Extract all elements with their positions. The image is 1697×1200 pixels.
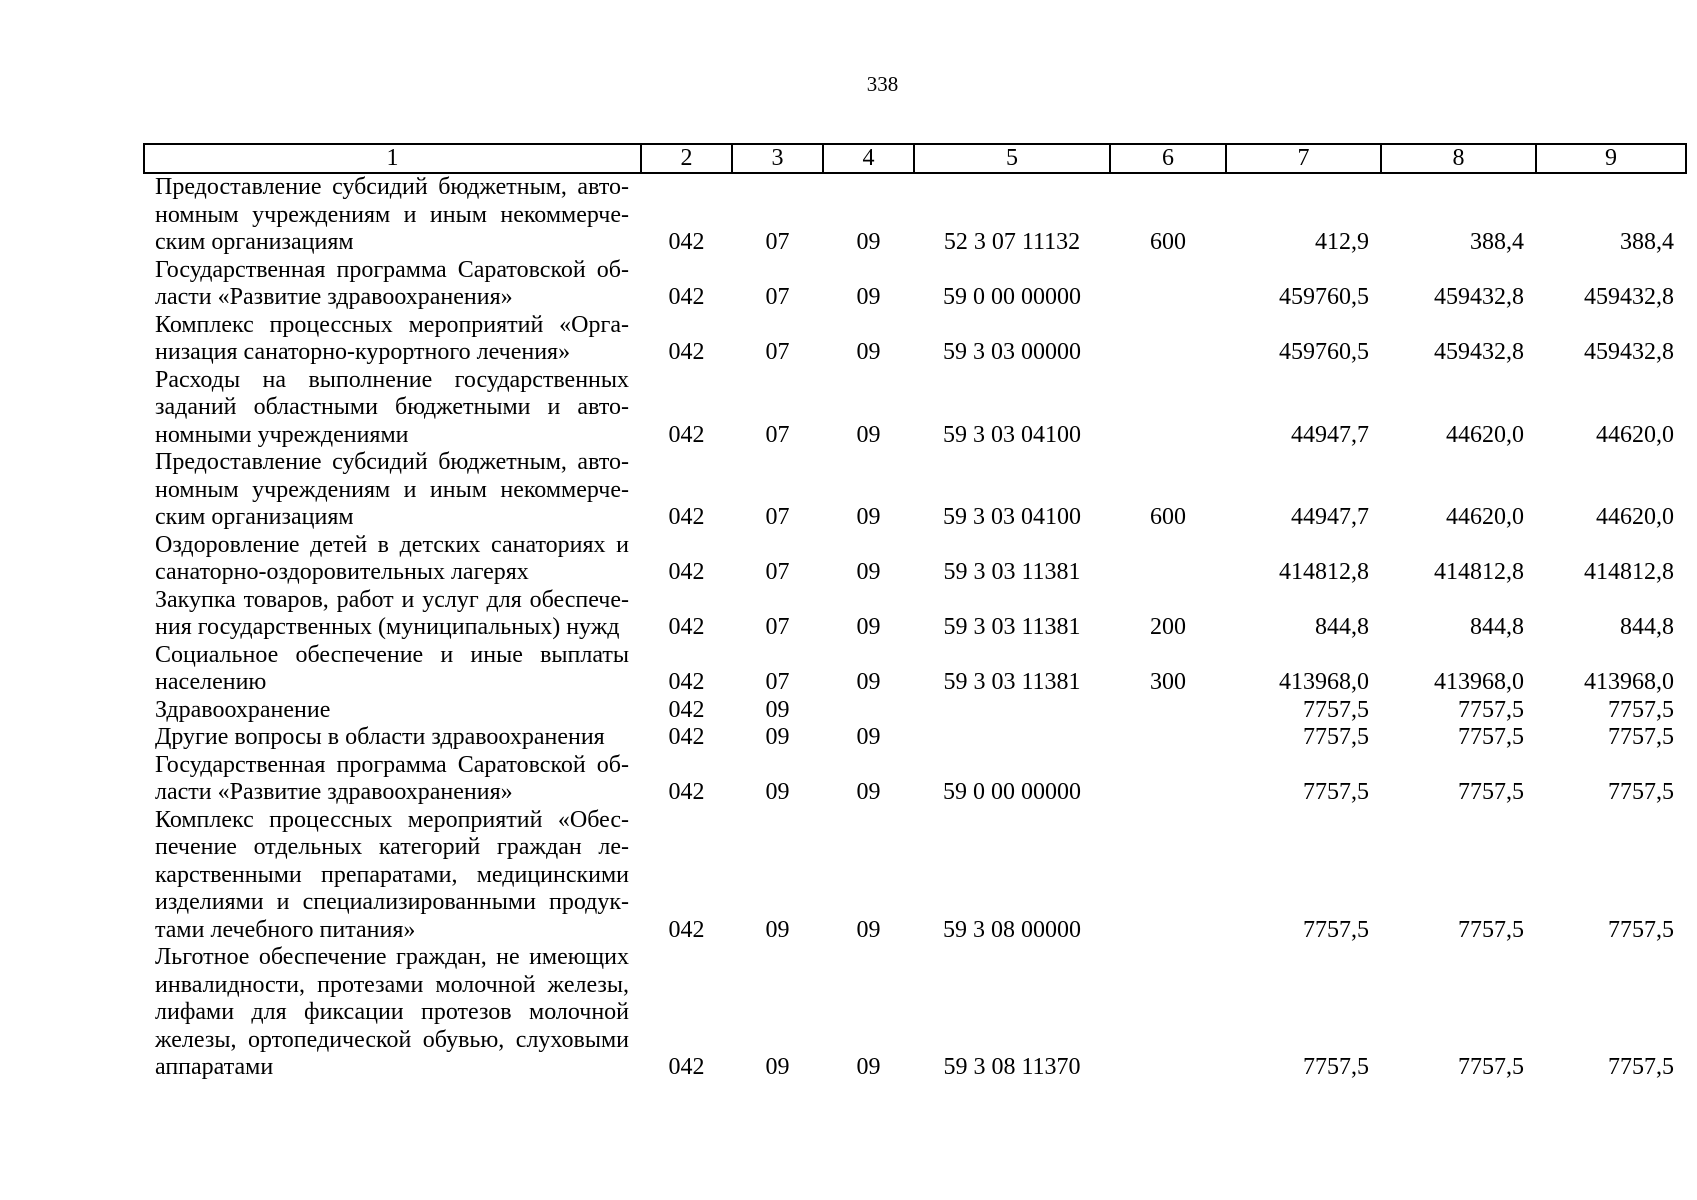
cell-amount-year2: 388,4 xyxy=(1470,229,1524,255)
cell-subsection-code: 09 xyxy=(856,229,881,255)
cell-amount-year3: 414812,8 xyxy=(1584,559,1674,585)
cell-target-article: 59 3 03 04100 xyxy=(943,421,1081,448)
row-description: Предоставление субсидий бюджетным, автономным учреждениям и иным некоммерческим организациям xyxy=(155,174,629,255)
column-header: 5 xyxy=(914,144,1110,173)
table-row xyxy=(144,173,1686,257)
row-description: Государственная программа Саратовской области «Развитие здравоохранения» xyxy=(155,751,629,805)
row-description: Льготное обеспечение граждан, не имеющих инвалидности, протезами молочной железы, лифами для фиксации протезов молочной железы, ортопедической обувью, слуховыми аппаратами xyxy=(155,944,629,1080)
cell-expense-type xyxy=(1110,257,1226,312)
row-description: Государственная программа Саратовской области «Развитие здравоохранения» xyxy=(155,256,629,310)
table-row xyxy=(144,257,1686,312)
cell-amount-year2: 414812,8 xyxy=(1434,559,1524,585)
cell-amount-year3: 413968,0 xyxy=(1584,669,1674,695)
cell-amount-year2: 7757,5 xyxy=(1458,724,1524,750)
cell-section-code: 07 xyxy=(765,504,790,530)
cell-subsection-code: 09 xyxy=(856,504,881,530)
cell-target-article: 59 3 03 04100 xyxy=(943,504,1081,530)
column-header: 9 xyxy=(1536,144,1686,173)
cell-section-code: 09 xyxy=(765,724,790,750)
cell-ministry-code: 042 xyxy=(668,1054,705,1080)
row-description: Расходы на выполнение государственных заданий областными бюджетными и автономными учреждениями xyxy=(155,366,629,448)
cell-expense-type: 300 xyxy=(1150,669,1186,695)
cell-amount-year3: 459432,8 xyxy=(1584,339,1674,365)
table-row xyxy=(144,807,1686,945)
cell-amount-year2: 7757,5 xyxy=(1458,916,1524,943)
cell-amount-year3: 44620,0 xyxy=(1596,421,1674,448)
table-row xyxy=(144,752,1686,807)
row-description: Социальное обеспечение и иные выплаты населению xyxy=(155,641,629,695)
cell-target-article xyxy=(914,724,1110,752)
table-row xyxy=(144,642,1686,697)
column-header: 6 xyxy=(1110,144,1226,173)
cell-ministry-code: 042 xyxy=(668,284,705,310)
cell-section-code: 07 xyxy=(765,339,790,365)
table-row xyxy=(144,312,1686,367)
cell-ministry-code: 042 xyxy=(668,724,705,750)
cell-expense-type xyxy=(1110,697,1226,725)
cell-subsection-code: 09 xyxy=(856,669,881,695)
cell-expense-type xyxy=(1110,312,1226,367)
column-header: 8 xyxy=(1381,144,1536,173)
cell-target-article: 59 0 00 00000 xyxy=(943,779,1081,805)
row-description: Закупка товаров, работ и услуг для обеспечения государственных (муниципальных) нужд xyxy=(155,586,629,640)
cell-expense-type: 200 xyxy=(1150,614,1186,640)
cell-amount-year1: 7757,5 xyxy=(1303,779,1369,805)
cell-amount-year1: 44947,7 xyxy=(1291,504,1369,530)
cell-ministry-code: 042 xyxy=(668,779,705,805)
table-row xyxy=(144,587,1686,642)
cell-subsection-code: 09 xyxy=(856,1054,881,1080)
cell-amount-year2: 7757,5 xyxy=(1458,696,1524,723)
cell-subsection-code: 09 xyxy=(856,614,881,640)
cell-target-article: 59 3 03 11381 xyxy=(943,559,1081,585)
cell-expense-type: 600 xyxy=(1150,229,1186,255)
cell-subsection-code: 09 xyxy=(856,339,881,365)
cell-amount-year1: 459760,5 xyxy=(1279,339,1369,365)
cell-target-article xyxy=(914,697,1110,725)
cell-target-article: 59 3 08 11370 xyxy=(943,1054,1081,1080)
cell-subsection-code: 09 xyxy=(856,559,881,585)
table-row xyxy=(144,367,1686,450)
cell-target-article: 59 3 03 11381 xyxy=(943,669,1081,695)
cell-amount-year2: 44620,0 xyxy=(1446,504,1524,530)
cell-subsection-code: 09 xyxy=(856,284,881,310)
cell-expense-type xyxy=(1110,724,1226,752)
cell-expense-type xyxy=(1110,752,1226,807)
cell-amount-year1: 7757,5 xyxy=(1303,724,1369,750)
table-row xyxy=(144,697,1686,725)
cell-ministry-code: 042 xyxy=(668,559,705,585)
cell-amount-year3: 459432,8 xyxy=(1584,284,1674,310)
column-header: 3 xyxy=(732,144,823,173)
cell-expense-type: 600 xyxy=(1150,504,1186,530)
cell-expense-type xyxy=(1110,944,1226,1082)
column-number-header xyxy=(144,144,1686,173)
table-row xyxy=(144,724,1686,752)
cell-amount-year3: 44620,0 xyxy=(1596,504,1674,530)
cell-amount-year1: 412,9 xyxy=(1315,229,1369,255)
column-header: 7 xyxy=(1226,144,1381,173)
cell-amount-year3: 7757,5 xyxy=(1608,724,1674,750)
column-header: 2 xyxy=(641,144,732,173)
cell-target-article: 59 3 03 00000 xyxy=(943,339,1081,365)
cell-amount-year2: 7757,5 xyxy=(1458,1054,1524,1080)
table-row xyxy=(144,944,1686,1082)
cell-amount-year3: 7757,5 xyxy=(1608,696,1674,723)
cell-section-code: 09 xyxy=(765,916,790,943)
row-description: Другие вопросы в области здравоохранения xyxy=(155,724,605,750)
cell-amount-year3: 7757,5 xyxy=(1608,779,1674,805)
row-description: Здравоохранение xyxy=(155,696,331,723)
cell-subsection-code: 09 xyxy=(856,779,881,805)
cell-subsection-code: 09 xyxy=(856,421,881,448)
cell-subsection-code: 09 xyxy=(856,724,881,750)
table-body xyxy=(144,173,1686,1082)
cell-section-code: 07 xyxy=(765,669,790,695)
cell-ministry-code: 042 xyxy=(668,339,705,365)
cell-target-article: 59 0 00 00000 xyxy=(943,284,1081,310)
column-header: 1 xyxy=(144,144,641,173)
column-header: 4 xyxy=(823,144,914,173)
cell-amount-year2: 459432,8 xyxy=(1434,339,1524,365)
cell-subsection-code xyxy=(823,697,914,725)
cell-amount-year1: 414812,8 xyxy=(1279,559,1369,585)
cell-amount-year1: 413968,0 xyxy=(1279,669,1369,695)
cell-expense-type xyxy=(1110,532,1226,587)
cell-target-article: 59 3 03 11381 xyxy=(943,614,1081,640)
cell-section-code: 09 xyxy=(765,1054,790,1080)
cell-section-code: 07 xyxy=(765,284,790,310)
cell-amount-year3: 388,4 xyxy=(1620,229,1674,255)
cell-section-code: 09 xyxy=(765,779,790,805)
cell-section-code: 07 xyxy=(765,614,790,640)
cell-ministry-code: 042 xyxy=(668,421,705,448)
table-row xyxy=(144,449,1686,532)
cell-amount-year1: 44947,7 xyxy=(1291,421,1369,448)
cell-ministry-code: 042 xyxy=(668,229,705,255)
cell-section-code: 07 xyxy=(765,559,790,585)
cell-amount-year2: 7757,5 xyxy=(1458,779,1524,805)
cell-amount-year1: 7757,5 xyxy=(1303,916,1369,943)
cell-ministry-code: 042 xyxy=(668,669,705,695)
cell-ministry-code: 042 xyxy=(668,696,705,723)
cell-amount-year3: 7757,5 xyxy=(1608,916,1674,943)
page-number: 338 xyxy=(866,72,899,96)
row-description: Комплекс процессных мероприятий «Организация санаторно-курортного лечения» xyxy=(155,311,629,365)
row-description: Предоставление субсидий бюджетным, автономным учреждениям и иным некоммерческим организациям xyxy=(155,449,629,530)
cell-amount-year3: 7757,5 xyxy=(1608,1054,1674,1080)
cell-ministry-code: 042 xyxy=(668,916,705,943)
cell-section-code: 07 xyxy=(765,229,790,255)
cell-subsection-code: 09 xyxy=(856,916,881,943)
cell-amount-year1: 7757,5 xyxy=(1303,696,1369,723)
cell-amount-year2: 459432,8 xyxy=(1434,284,1524,310)
cell-target-article: 59 3 08 00000 xyxy=(943,916,1081,943)
cell-amount-year3: 844,8 xyxy=(1620,614,1674,640)
cell-section-code: 09 xyxy=(765,696,790,723)
cell-expense-type xyxy=(1110,367,1226,450)
cell-target-article: 52 3 07 11132 xyxy=(943,229,1081,255)
cell-amount-year1: 844,8 xyxy=(1315,614,1369,640)
row-description: Комплекс процессных мероприятий «Обеспечение отдельных категорий граждан лекарственными препаратами, медицинскими изделиями и специализированными продуктами лечебного питания» xyxy=(155,806,629,943)
cell-amount-year1: 459760,5 xyxy=(1279,284,1369,310)
cell-ministry-code: 042 xyxy=(668,504,705,530)
cell-amount-year2: 44620,0 xyxy=(1446,421,1524,448)
row-description: Оздоровление детей в детских санаториях и санаторно-оздоровительных лагерях xyxy=(155,531,629,585)
cell-expense-type xyxy=(1110,807,1226,945)
cell-amount-year2: 844,8 xyxy=(1470,614,1524,640)
cell-amount-year1: 7757,5 xyxy=(1303,1054,1369,1080)
cell-section-code: 07 xyxy=(765,421,790,448)
cell-ministry-code: 042 xyxy=(668,614,705,640)
table-row xyxy=(144,532,1686,587)
cell-amount-year2: 413968,0 xyxy=(1434,669,1524,695)
budget-table xyxy=(143,143,1687,1082)
